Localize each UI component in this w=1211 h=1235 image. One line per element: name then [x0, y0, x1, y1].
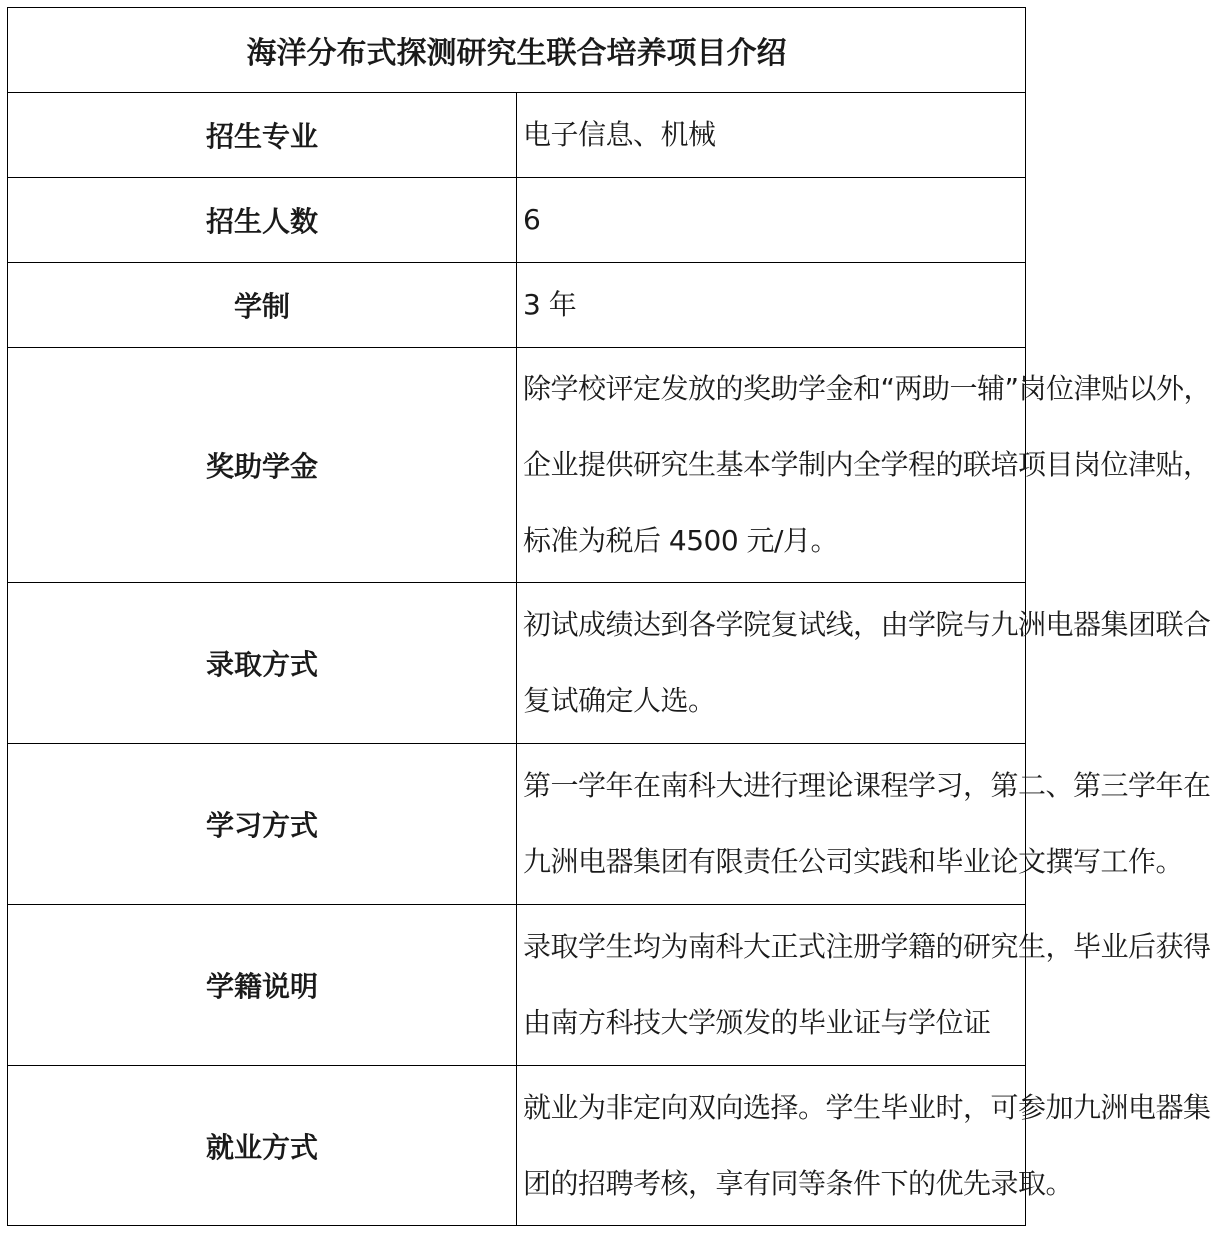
table-row-admission [8, 583, 1026, 744]
table-row-enrollment [8, 178, 1026, 263]
row-value [517, 263, 1026, 348]
row-label: 奖助学金 [8, 348, 517, 583]
value-line: 由南方科技大学颁发的毕业证与学位证 [523, 1006, 991, 1039]
table-row-study-mode [8, 744, 1026, 905]
row-label: 招生人数 [8, 178, 517, 263]
row-label: 录取方式 [8, 583, 517, 744]
value-line: 团的招聘考核，享有同等条件下的优先录取。 [523, 1166, 1074, 1200]
program-info-table [7, 7, 1211, 1226]
row-label: 学制 [8, 263, 517, 348]
value-line: 标准为税后 4500 元/月。 [523, 524, 838, 557]
title-row [8, 8, 1026, 93]
row-label: 学习方式 [8, 744, 517, 905]
value-line: 就业为非定向双向选择。学生毕业时，可参加九洲电器集 [523, 1090, 1211, 1124]
row-value [517, 93, 1026, 178]
table-row-status [8, 905, 1026, 1066]
table-row-duration [8, 263, 1026, 348]
row-value [517, 583, 1211, 744]
row-value [517, 1066, 1211, 1226]
row-label: 招生专业 [8, 93, 517, 178]
value-line: 企业提供研究生基本学制内全学程的联培项目岗位津贴， [523, 448, 1211, 481]
value-line: 九洲电器集团有限责任公司实践和毕业论文撰写工作。 [523, 845, 1184, 878]
table-row-major [8, 93, 1026, 178]
row-value [517, 744, 1211, 905]
value-line: 录取学生均为南科大正式注册学籍的研究生，毕业后获得 [523, 930, 1211, 963]
table-row-employment [8, 1066, 1026, 1226]
value-line: 3 年 [523, 288, 577, 321]
value-line: 初试成绩达到各学院复试线，由学院与九洲电器集团联合 [523, 608, 1211, 641]
row-value [517, 348, 1211, 583]
row-value [517, 178, 1026, 263]
row-label: 就业方式 [8, 1066, 517, 1226]
value-line: 除学校评定发放的奖助学金和“两助一辅”岗位津贴以外， [523, 372, 1211, 405]
value-line: 复试确定人选。 [523, 684, 716, 717]
page-title: 海洋分布式探测研究生联合培养项目介绍 [8, 8, 1026, 93]
value-line: 6 [523, 203, 541, 236]
value-line: 第一学年在南科大进行理论课程学习，第二、第三学年在 [523, 769, 1211, 802]
table-row-scholarship [8, 348, 1026, 583]
value-line: 电子信息、机械 [523, 118, 716, 151]
row-value [517, 905, 1211, 1066]
row-label: 学籍说明 [8, 905, 517, 1066]
